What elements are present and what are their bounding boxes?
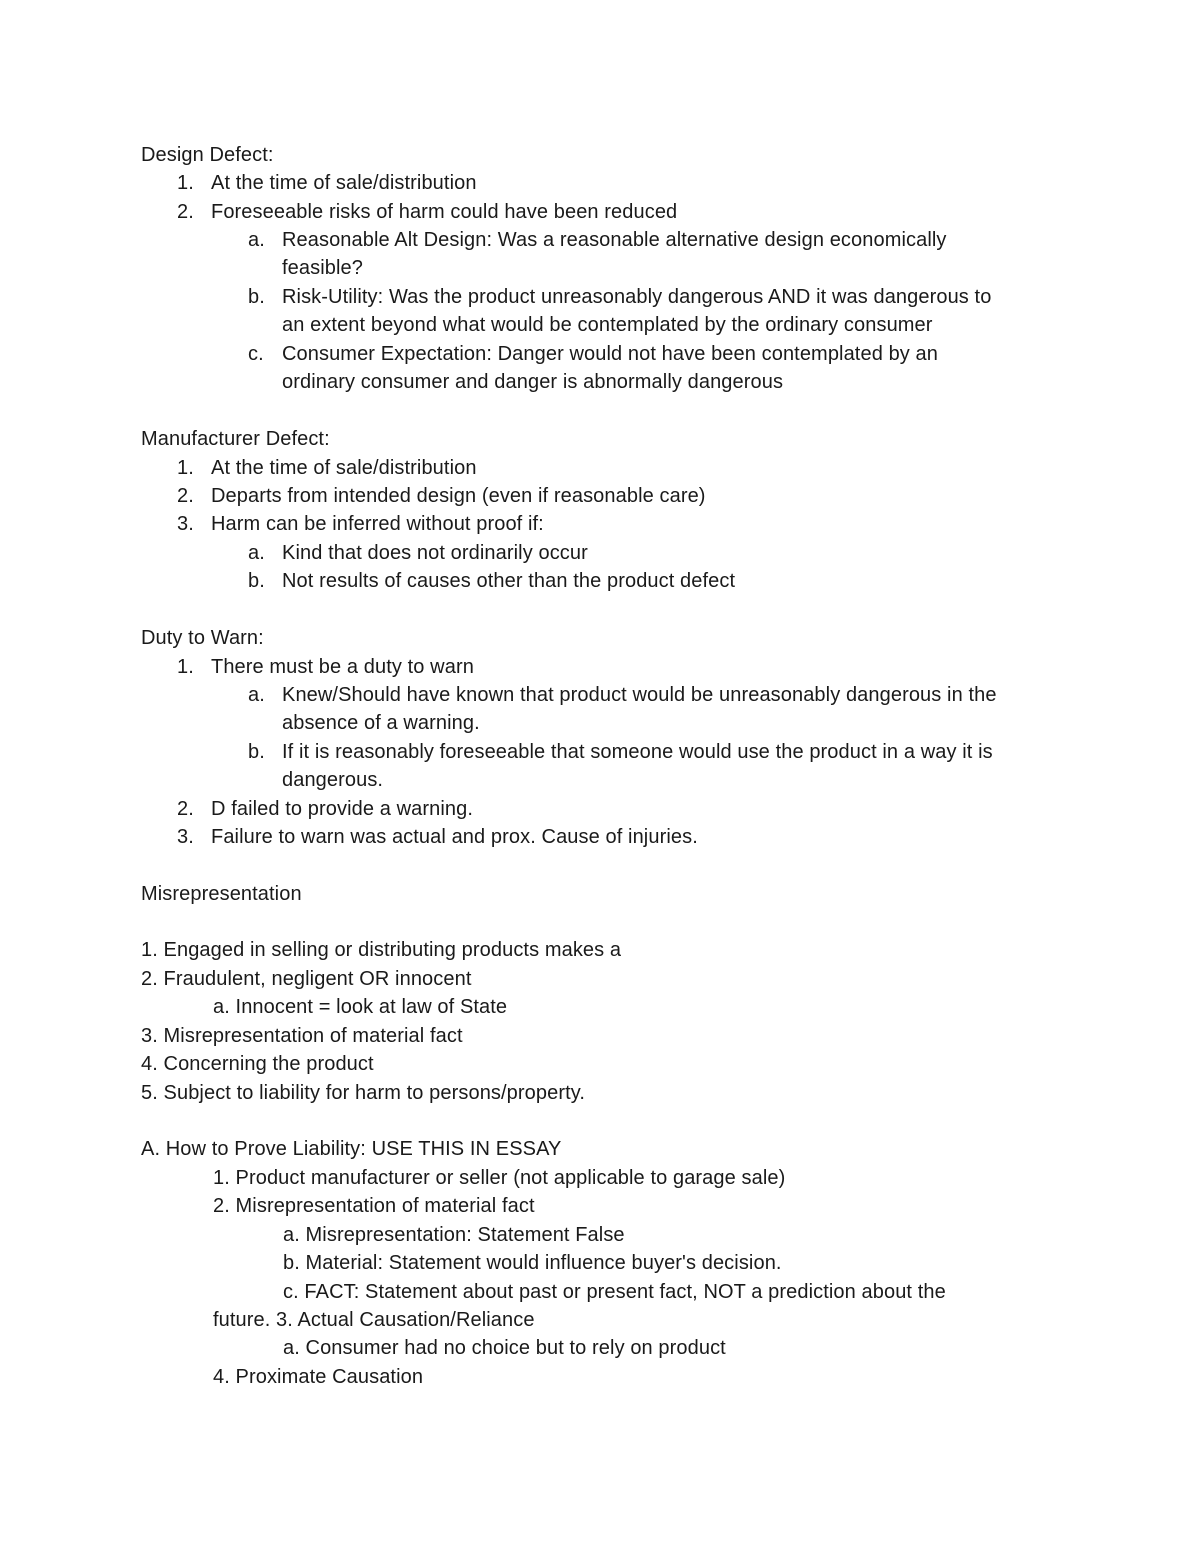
list-item-text: Harm can be inferred without proof if: bbox=[211, 513, 544, 535]
sublist-item-marker: c. bbox=[248, 343, 264, 365]
duty-to-warn-heading: Duty to Warn: bbox=[141, 627, 264, 649]
sublist-item-marker: a. bbox=[248, 684, 265, 706]
misrep-line: 3. Misrepresentation of material fact bbox=[141, 1025, 463, 1047]
sublist-item-text: Knew/Should have known that product would be unreasonably dangerous in the bbox=[282, 684, 997, 706]
misrepresentation-heading: Misrepresentation bbox=[141, 883, 302, 905]
liability-line: 4. Proximate Causation bbox=[213, 1366, 424, 1388]
sublist-item-text: dangerous. bbox=[282, 769, 384, 791]
sublist-item-text: Consumer Expectation: Danger would not have been contemplated by an bbox=[282, 343, 938, 365]
list-item-marker: 1. bbox=[177, 172, 194, 194]
misrep-line: a. Innocent = look at law of State bbox=[213, 996, 508, 1018]
list-item-marker: 3. bbox=[177, 513, 194, 535]
sublist-item-text: Reasonable Alt Design: Was a reasonable alternative design economically bbox=[282, 229, 947, 251]
liability-line: b. Material: Statement would influence buyer's decision. bbox=[283, 1252, 782, 1274]
list-item-text: There must be a duty to warn bbox=[211, 656, 474, 678]
liability-line: future. 3. Actual Causation/Reliance bbox=[213, 1309, 535, 1331]
list-item-text: Failure to warn was actual and prox. Cause of injuries. bbox=[211, 826, 698, 848]
misrep-line: 4. Concerning the product bbox=[141, 1053, 374, 1075]
sublist-item-text: Not results of causes other than the product defect bbox=[282, 570, 736, 592]
liability-line: 1. Product manufacturer or seller (not applicable to garage sale) bbox=[213, 1167, 786, 1189]
sublist-item-text: Kind that does not ordinarily occur bbox=[282, 542, 588, 564]
sublist-item-text: Risk-Utility: Was the product unreasonably dangerous AND it was dangerous to bbox=[282, 286, 992, 308]
sublist-item-text: feasible? bbox=[282, 257, 363, 279]
list-item-text: At the time of sale/distribution bbox=[211, 457, 477, 479]
sublist-item-text: ordinary consumer and danger is abnormally dangerous bbox=[282, 371, 784, 393]
list-item-marker: 2. bbox=[177, 798, 194, 820]
liability-line: a. Consumer had no choice but to rely on product bbox=[283, 1337, 726, 1359]
design-defect-heading: Design Defect: bbox=[141, 144, 274, 166]
misrep-line: 1. Engaged in selling or distributing products makes a bbox=[141, 939, 622, 961]
prove-liability-heading: A. How to Prove Liability: USE THIS IN ESSAY bbox=[141, 1138, 562, 1160]
list-item-marker: 1. bbox=[177, 457, 194, 479]
sublist-item-marker: a. bbox=[248, 229, 265, 251]
sublist-item-marker: a. bbox=[248, 542, 265, 564]
sublist-item-text: an extent beyond what would be contemplated by the ordinary consumer bbox=[282, 314, 933, 336]
manufacturer-defect-heading: Manufacturer Defect: bbox=[141, 428, 330, 450]
list-item-marker: 2. bbox=[177, 201, 194, 223]
list-item-text: At the time of sale/distribution bbox=[211, 172, 477, 194]
misrep-line: 2. Fraudulent, negligent OR innocent bbox=[141, 968, 472, 990]
sublist-item-marker: b. bbox=[248, 741, 265, 763]
list-item-marker: 2. bbox=[177, 485, 194, 507]
liability-line: c. FACT: Statement about past or present fact, NOT a prediction about the bbox=[283, 1281, 946, 1303]
sublist-item-text: absence of a warning. bbox=[282, 712, 480, 734]
liability-line: 2. Misrepresentation of material fact bbox=[213, 1195, 535, 1217]
list-item-text: Departs from intended design (even if reasonable care) bbox=[211, 485, 706, 507]
sublist-item-marker: b. bbox=[248, 570, 265, 592]
list-item-text: D failed to provide a warning. bbox=[211, 798, 474, 820]
list-item-text: Foreseeable risks of harm could have been reduced bbox=[211, 201, 678, 223]
misrep-line: 5. Subject to liability for harm to persons/property. bbox=[141, 1082, 586, 1104]
list-item-marker: 1. bbox=[177, 656, 194, 678]
liability-line: a. Misrepresentation: Statement False bbox=[283, 1224, 625, 1246]
list-item-marker: 3. bbox=[177, 826, 194, 848]
sublist-item-marker: b. bbox=[248, 286, 265, 308]
sublist-item-text: If it is reasonably foreseeable that someone would use the product in a way it is bbox=[282, 741, 993, 763]
